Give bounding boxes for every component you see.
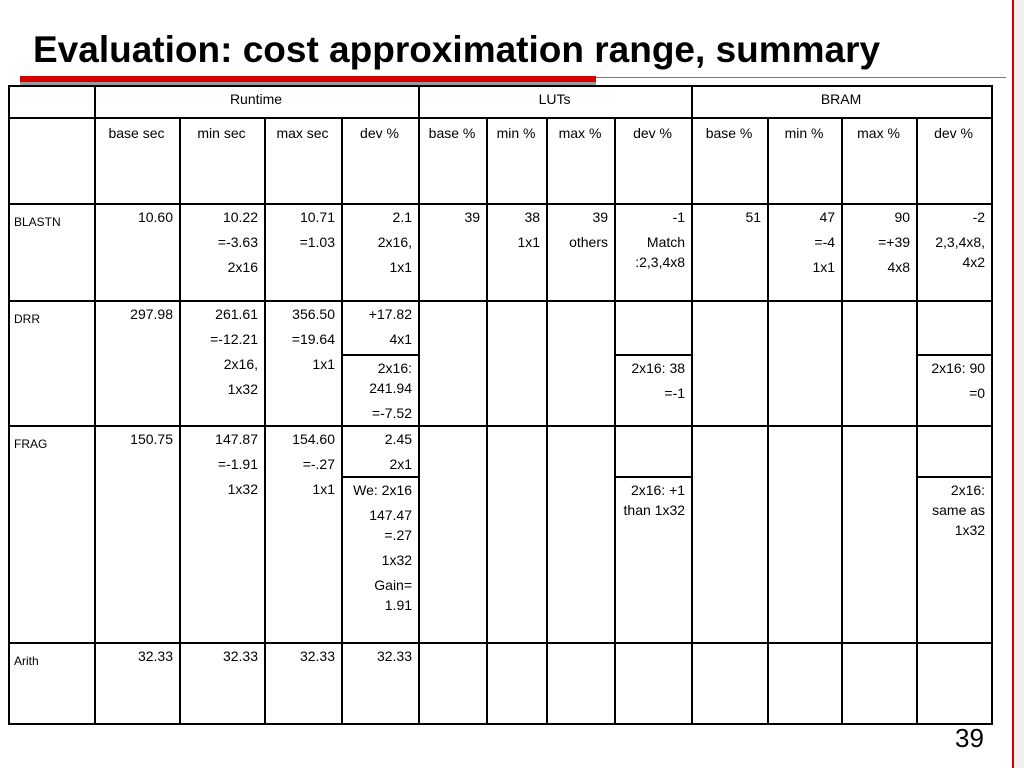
cell-arith-bram-2 <box>842 643 917 724</box>
cell-line: 38 <box>524 209 541 225</box>
cell-blastn-bram-0 <box>692 204 768 301</box>
cell-blastn-runtime-2 <box>265 204 342 301</box>
table-row-blastn <box>9 204 992 301</box>
cell-line: 1x1 <box>389 259 413 275</box>
cell-blastn-bram-3 <box>917 204 992 301</box>
table-row-arith <box>9 643 992 724</box>
cell-frag-luts-0 <box>419 426 487 643</box>
column-header-runtime-2: max sec <box>265 118 342 204</box>
group-header-bram: BRAM <box>692 86 992 118</box>
cell-drr-runtime-0 <box>95 301 180 426</box>
slide-edge-band <box>1014 0 1024 768</box>
column-header-luts-2: max % <box>547 118 615 204</box>
row-label-arith: Arith <box>9 643 95 724</box>
cell-line: -1 <box>672 209 686 225</box>
cell-line: 4x1 <box>389 331 413 347</box>
cell-line: 32.33 <box>299 648 335 664</box>
cell-drr-runtime-dev-alt <box>342 355 419 426</box>
cell-line: =+39 <box>878 234 911 250</box>
cell-line: 1x32 <box>227 381 258 397</box>
cell-blastn-runtime-0 <box>95 204 180 301</box>
cell-line: 1x32 <box>227 481 258 497</box>
cell-line: 147.87 <box>215 431 258 447</box>
cell-blastn-runtime-3 <box>342 204 419 301</box>
cell-arith-bram-1 <box>768 643 842 724</box>
cell-drr-luts-1 <box>487 301 547 426</box>
summary-table <box>8 85 993 725</box>
cell-line: 1x1 <box>312 356 335 372</box>
cell-blastn-luts-0 <box>419 204 487 301</box>
column-header-bram-3: dev % <box>917 118 992 204</box>
cell-frag-bram-3 <box>917 426 992 477</box>
cell-line: +17.82 <box>368 306 413 322</box>
column-header-bram-2: max % <box>842 118 917 204</box>
table-row-frag <box>9 426 992 477</box>
cell-arith-runtime-1 <box>180 643 265 724</box>
cell-blastn-luts-3 <box>615 204 692 301</box>
cell-frag-luts-dev-alt <box>615 477 692 643</box>
cell-drr-bram-0 <box>692 301 768 426</box>
cell-frag-runtime-3 <box>342 426 419 477</box>
cell-line: =-12.21 <box>210 331 258 347</box>
cell-arith-runtime-2 <box>265 643 342 724</box>
cell-frag-runtime-0 <box>95 426 180 643</box>
cell-drr-bram-2 <box>842 301 917 426</box>
cell-line: =-7.52 <box>371 405 413 421</box>
cell-line: 32.33 <box>222 648 258 664</box>
cell-arith-runtime-0 <box>95 643 180 724</box>
cell-line: =19.64 <box>291 331 335 347</box>
cell-line: 1x1 <box>812 259 836 275</box>
cell-arith-bram-0 <box>692 643 768 724</box>
title-underline-thin <box>596 77 1006 78</box>
cell-line: 2x16: same as 1x32 <box>932 482 986 538</box>
cell-line: 2.1 <box>392 209 413 225</box>
row-label-drr: DRR <box>9 301 95 426</box>
row-label-frag: FRAG <box>9 426 95 643</box>
column-header-runtime-3: dev % <box>342 118 419 204</box>
cell-blastn-bram-1 <box>768 204 842 301</box>
cell-line: 1x1 <box>517 234 541 250</box>
column-header-bram-1: min % <box>768 118 842 204</box>
cell-drr-runtime-1 <box>180 301 265 426</box>
corner-cell <box>9 86 95 118</box>
table-row-drr <box>9 301 992 355</box>
cell-line: =-.27 <box>302 456 335 472</box>
cell-blastn-luts-2 <box>547 204 615 301</box>
cell-drr-luts-0 <box>419 301 487 426</box>
cell-line: 2x16, <box>223 356 258 372</box>
cell-line: 297.98 <box>130 306 173 322</box>
cell-line: =0 <box>969 385 986 401</box>
cell-line: 154.60 <box>292 431 335 447</box>
cell-arith-luts-1 <box>487 643 547 724</box>
cell-line: 32.33 <box>376 648 413 664</box>
column-header-luts-3: dev % <box>615 118 692 204</box>
cell-line: 2,3,4x8, 4x2 <box>935 234 986 270</box>
cell-arith-runtime-3 <box>342 643 419 724</box>
cell-line: 51 <box>745 209 762 225</box>
cell-blastn-runtime-1 <box>180 204 265 301</box>
cell-line: 39 <box>592 209 609 225</box>
group-header-runtime: Runtime <box>95 86 419 118</box>
cell-line: =-3.63 <box>217 234 258 250</box>
row-label-blastn: BLASTN <box>9 204 95 301</box>
cell-line: =-1.91 <box>217 456 258 472</box>
cell-frag-bram-0 <box>692 426 768 643</box>
cell-line: 32.33 <box>137 648 173 664</box>
column-header-bram-0: base % <box>692 118 768 204</box>
cell-line: others <box>569 234 609 250</box>
summary-table-body <box>9 86 992 724</box>
cell-line: We: 2x16 <box>353 482 413 498</box>
cell-line: =1.03 <box>299 234 335 250</box>
cell-line: 39 <box>464 209 481 225</box>
column-header-runtime-1: min sec <box>180 118 265 204</box>
cell-frag-luts-2 <box>547 426 615 643</box>
group-header-row <box>9 86 992 118</box>
cell-line: 2x16: 90 <box>931 360 986 376</box>
cell-frag-runtime-dev-alt <box>342 477 419 643</box>
cell-drr-bram-1 <box>768 301 842 426</box>
cell-arith-bram-3 <box>917 643 992 724</box>
cell-line: 261.61 <box>215 306 258 322</box>
column-header-row <box>9 118 992 204</box>
column-header-luts-1: min % <box>487 118 547 204</box>
corner-cell-sub <box>9 118 95 204</box>
cell-arith-luts-3 <box>615 643 692 724</box>
cell-line: 2x1 <box>389 456 413 472</box>
cell-drr-bram-3 <box>917 301 992 355</box>
cell-line: 2x16: +1 than 1x32 <box>623 482 686 518</box>
cell-line: 90 <box>894 209 911 225</box>
cell-line: -2 <box>972 209 986 225</box>
cell-line: 2.45 <box>384 431 413 447</box>
cell-line: 10.71 <box>299 209 335 225</box>
cell-arith-luts-0 <box>419 643 487 724</box>
cell-line: =-1 <box>664 385 686 401</box>
cell-frag-luts-1 <box>487 426 547 643</box>
column-header-luts-0: base % <box>419 118 487 204</box>
column-header-runtime-0: base sec <box>95 118 180 204</box>
cell-line: 1x1 <box>312 481 335 497</box>
cell-frag-bram-dev-alt <box>917 477 992 643</box>
cell-line: 356.50 <box>292 306 335 322</box>
cell-line: 10.22 <box>222 209 258 225</box>
cell-frag-luts-3 <box>615 426 692 477</box>
cell-frag-runtime-1 <box>180 426 265 643</box>
cell-line: 10.60 <box>137 209 173 225</box>
cell-line: 2x16: 241.94 <box>369 360 413 396</box>
cell-line: Match :2,3,4x8 <box>635 234 686 270</box>
page-number: 39 <box>955 723 984 753</box>
cell-frag-bram-1 <box>768 426 842 643</box>
cell-line: Gain= 1.91 <box>374 577 413 613</box>
cell-line: 1x32 <box>381 552 413 568</box>
cell-line: 150.75 <box>130 431 173 447</box>
cell-blastn-bram-2 <box>842 204 917 301</box>
cell-arith-luts-2 <box>547 643 615 724</box>
cell-line: 4x8 <box>887 259 911 275</box>
cell-line: 2x16 <box>227 259 258 275</box>
cell-line: 2x16: 38 <box>631 360 686 376</box>
cell-drr-bram-dev-alt <box>917 355 992 426</box>
cell-line: =-4 <box>814 234 836 250</box>
cell-line: 2x16, <box>377 234 413 250</box>
cell-drr-luts-3 <box>615 301 692 355</box>
slide-title: Evaluation: cost approximation range, summary <box>33 29 881 70</box>
cell-line: 147.47 =.27 <box>369 507 413 543</box>
cell-frag-runtime-2 <box>265 426 342 643</box>
cell-drr-runtime-2 <box>265 301 342 426</box>
cell-line: 47 <box>819 209 836 225</box>
cell-drr-luts-dev-alt <box>615 355 692 426</box>
cell-frag-bram-2 <box>842 426 917 643</box>
cell-drr-runtime-3 <box>342 301 419 355</box>
cell-drr-luts-2 <box>547 301 615 426</box>
group-header-luts: LUTs <box>419 86 692 118</box>
cell-blastn-luts-1 <box>487 204 547 301</box>
